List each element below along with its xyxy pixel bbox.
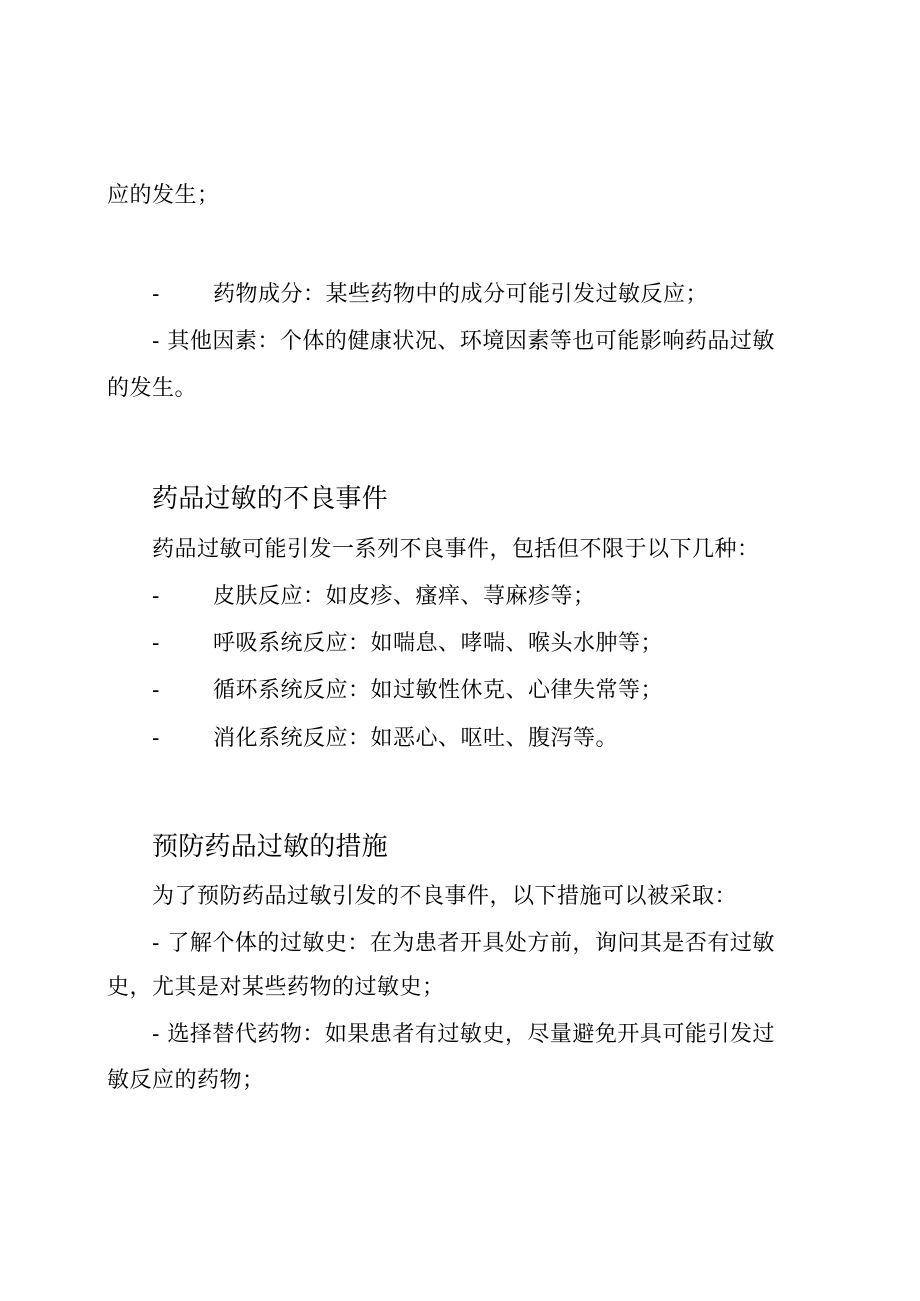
prevention-intro: 为了预防药品过敏引发的不良事件，以下措施可以被采取：: [152, 884, 738, 909]
bullet-dash: -: [152, 678, 160, 703]
bullet-drug-ingredients: 药物成分：某些药物中的成分可能引发过敏反应；: [213, 282, 709, 307]
bullet-dash: -: [152, 584, 160, 609]
bullet-dash: -: [152, 726, 160, 751]
bullet-circulatory-reaction: 循环系统反应：如过敏性休克、心律失常等；: [213, 678, 664, 703]
bullet-respiratory-reaction: 呼吸系统反应：如喘息、哮喘、喉头水肿等；: [213, 631, 664, 656]
continuation-line: 应的发生；: [107, 183, 220, 208]
bullet-dash: -: [152, 282, 160, 307]
heading-prevention: 预防药品过敏的措施: [152, 832, 388, 862]
heading-adverse-events: 药品过敏的不良事件: [152, 484, 388, 514]
prevention-p1-line-1: - 了解个体的过敏史：在为患者开具处方前，询问其是否有过敏: [152, 931, 775, 956]
other-factors-line-2: 的发生。: [107, 376, 198, 401]
bullet-dash: -: [152, 631, 160, 656]
prevention-p1-line-2: 史，尤其是对某些药物的过敏史；: [107, 975, 445, 1000]
bullet-skin-reaction: 皮肤反应：如皮疹、瘙痒、荨麻疹等；: [213, 584, 596, 609]
prevention-p2-line-1: - 选择替代药物：如果患者有过敏史，尽量避免开具可能引发过: [152, 1022, 775, 1047]
other-factors-line-1: - 其他因素：个体的健康状况、环境因素等也可能影响药品过敏: [152, 329, 775, 354]
adverse-intro: 药品过敏可能引发一系列不良事件，包括但不限于以下几种：: [152, 537, 760, 562]
prevention-p2-line-2: 敏反应的药物；: [107, 1068, 265, 1093]
bullet-digestive-reaction: 消化系统反应：如恶心、呕吐、腹泻等。: [213, 726, 619, 751]
